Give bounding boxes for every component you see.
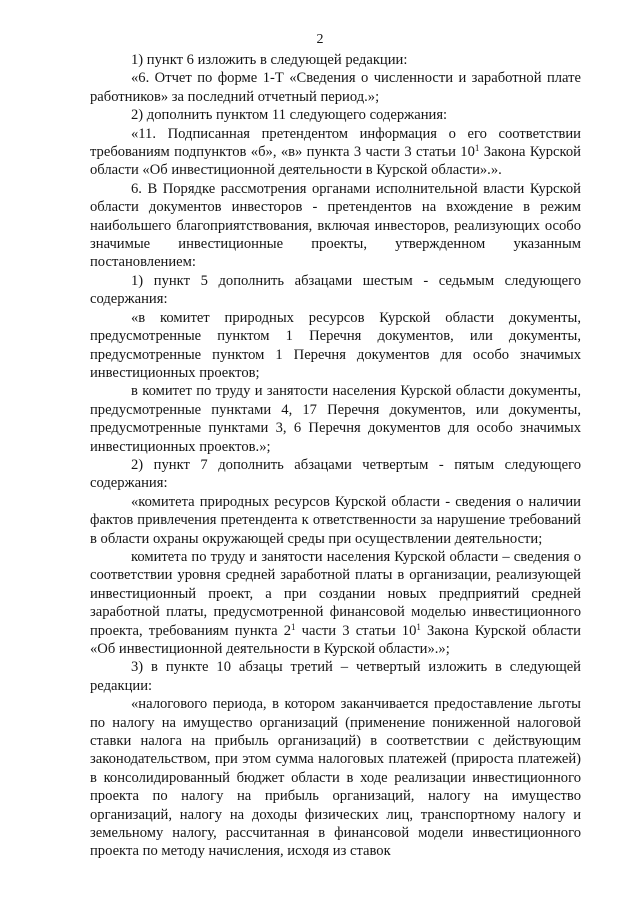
text-run: в комитет по труду и занятости населения Курской области документы, предусмотренные пунктами 4, 17 Перечня документов, или документы, предусмотренные пунктами 3, 6 Перечня документов для особо значимых инвестиционных проектов.»; — [90, 383, 581, 455]
text-run: Закона Курской области «Об инвестиционной деятельности в Курской области».». — [90, 144, 581, 179]
paragraph — [90, 695, 581, 861]
paragraph — [90, 272, 581, 309]
text-run: комитета по труду и занятости населения Курской области – сведения о соответствии уровня средней заработной платы в организации, реализующей инвестиционный проект, а при создании новых предприятий средней заработной платы, предусмотренной финансовой моделью инвестиционного проекта, требованиям пункта 2 — [90, 548, 581, 639]
text-run: Закона Курской области «Об инвестиционной деятельности в Курской области».»; — [90, 622, 581, 657]
text-run: 2) дополнить пунктом 11 следующего содержания: — [131, 107, 448, 124]
paragraph — [90, 309, 581, 383]
text-run: 1) пункт 6 изложить в следующей редакции: — [131, 52, 408, 68]
text-run: «налогового периода, в котором заканчивается предоставление льготы по налогу на имущество организаций (применение пониженной налоговой ставки налога на прибыль организаций) в соответствии с действующим законодательством, при этом сумма налоговых платежей (прироста платежей) в консолидированный бюджет области в ходе реализации инвестиционного проекта по налогу на прибыль организаций, налогу на имущество организаций, налогу на доходы физических лиц, транспортному налогу и земельному налогу, рассчитанная в финансовой модели инвестиционного проекта по методу начисления, исходя из ставок — [90, 696, 581, 860]
paragraph — [90, 180, 581, 272]
superscript: 1 — [291, 621, 296, 632]
text-run: «комитета природных ресурсов Курской области - сведения о наличии фактов привлечения претендента к ответственности за нарушение требований в области охраны окружающей среды при осуществлении деятельности; — [90, 493, 581, 547]
page-number: 2 — [316, 32, 324, 47]
text-run: «6. Отчет по форме 1-Т «Сведения о численности и заработной плате работников» за последний отчетный период.»; — [90, 70, 581, 105]
paragraph — [90, 658, 581, 695]
text-run: «11. Подписанная претендентом информация о его соответствии требованиям подпунктов «б», «в» пункта 3 части 3 статьи 10 — [90, 125, 581, 161]
text-run: 2) пункт 7 дополнить абзацами четвертым - пятым следующего содержания: — [90, 456, 581, 492]
paragraph — [90, 548, 581, 658]
paragraph — [90, 51, 581, 69]
paragraph — [90, 456, 581, 493]
paragraph — [90, 106, 581, 124]
paragraph — [90, 493, 581, 548]
text-run: 3) в пункте 10 абзацы третий – четвертый изложить в следующей редакции: — [90, 659, 581, 694]
paragraph — [90, 69, 581, 106]
superscript: 1 — [474, 143, 480, 154]
text-run: 6. В Порядке рассмотрения органами исполнительной власти Курской области документов инвесторов - претендентов на вхождение в режим наибольшего благоприятствования, включая инвесторов, реализующих особо значимые инвестиционные проекты, утвержденном указанным постановлением: — [90, 180, 581, 271]
paragraph — [90, 382, 581, 456]
text-run: «в комитет природных ресурсов Курской области документы, предусмотренные пунктом 1 Перечня документов, или документы, предусмотренные пунктом 1 Перечня документов для особо значимых инвестиционных проектов; — [90, 309, 581, 381]
superscript: 1 — [416, 621, 421, 632]
text-run: 1) пункт 5 дополнить абзацами шестым - седьмым следующего содержания: — [90, 272, 581, 308]
text-run: части 3 статьи 10 — [295, 622, 417, 639]
document-body — [90, 51, 581, 861]
paragraph — [90, 125, 581, 180]
